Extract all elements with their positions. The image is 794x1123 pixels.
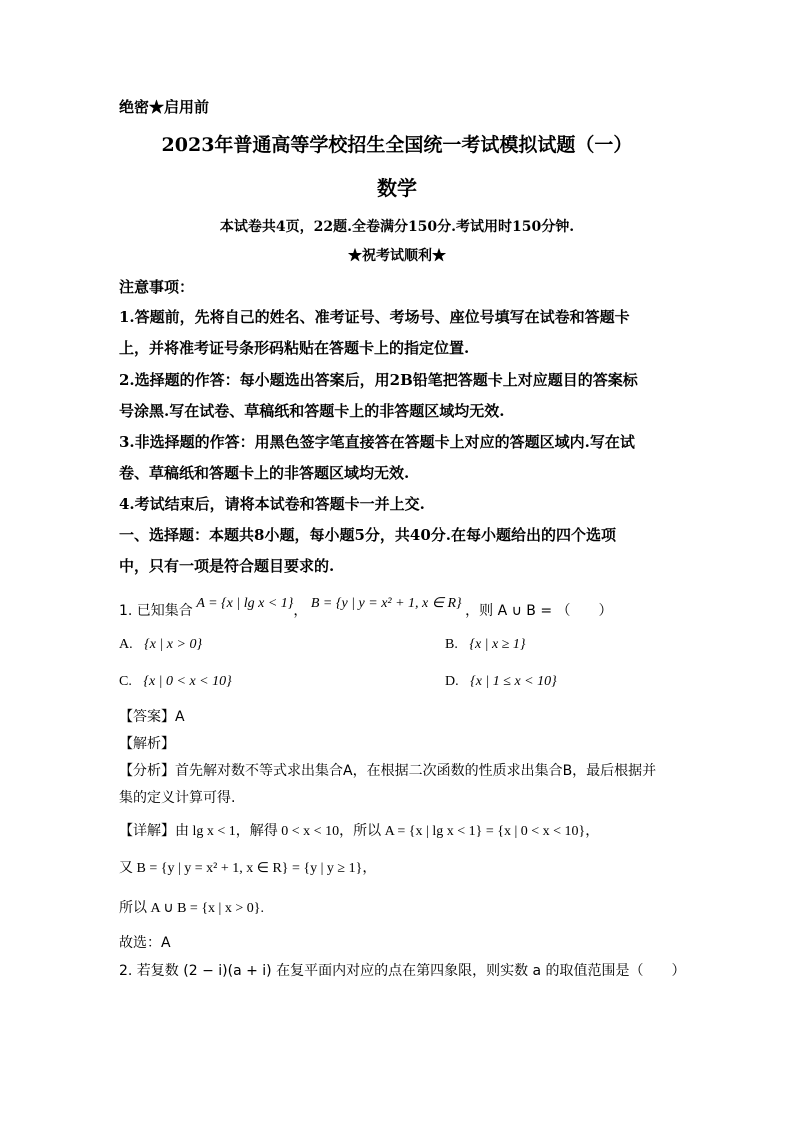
option-label: C. <box>119 674 132 689</box>
exam-wish: ★祝考试顺利★ <box>348 248 446 264</box>
q1-answer <box>119 706 185 726</box>
q1-fenxi-line2: 集的定义计算可得. <box>119 790 236 806</box>
q1-fenxi-line1 <box>119 760 656 780</box>
answer-tag: 【答案】 <box>119 709 175 725</box>
note-line: 卷、草稿纸和答题卡上的非答题区域均无效. <box>119 464 410 482</box>
question-2-stem: 2. 若复数 (2 − i)(a + i) 在复平面内对应的点在第四象限，则实数 a 的取值范围是（ ） <box>119 963 686 979</box>
q1-choose: 故选：A <box>119 935 171 951</box>
note-line: 4.考试结束后，请将本试卷和答题卡一并上交. <box>119 495 425 513</box>
option-label: B. <box>445 637 458 652</box>
xiangjie-tag: 【详解】 <box>119 823 175 839</box>
note-line: 2.选择题的作答：每小题选出答案后，用2B铅笔把答题卡上对应题目的答案标 <box>119 371 638 389</box>
q1-option-c <box>119 674 232 690</box>
note-line: 1.答题前，先将自己的姓名、准考证号、考场号、座位号填写在试卷和答题卡 <box>119 308 630 326</box>
answer-value: A <box>175 709 185 725</box>
note-line: 上，并将准考证号条形码粘贴在答题卡上的指定位置. <box>119 339 470 357</box>
q1-detail-line1 <box>119 820 599 840</box>
option-value: {x | x ≥ 1} <box>469 637 526 652</box>
q1-suffix: ，则 A ∪ B = （ ） <box>465 603 613 619</box>
note-line: 3.非选择题的作答：用黑色签字笔直接答在答题卡上对应的答题区域内.写在试 <box>119 433 635 451</box>
q1-prefix: 1. 已知集合 <box>119 603 193 619</box>
option-value: {x | 1 ≤ x < 10} <box>470 674 557 689</box>
subject-title: 数学 <box>377 176 417 200</box>
option-label: D. <box>445 674 459 689</box>
exam-intro: 本试卷共4页，22题.全卷满分150分.考试用时150分钟. <box>219 219 575 235</box>
fenxi-tag: 【分析】 <box>119 763 175 779</box>
section-heading: 一、选择题：本题共8小题，每小题5分，共40分.在每小题给出的四个选项 <box>119 526 616 544</box>
section-heading-cont: 中，只有一项是符合题目要求的. <box>119 557 335 575</box>
question-1-stem <box>119 596 613 620</box>
q1-option-b <box>445 637 526 653</box>
detail-text: 由 lg x < 1，解得 0 < x < 10，所以 A = {x | lg x < 1} = {x | 0 < x < 10}， <box>175 824 600 839</box>
q1-set-a: A = {x | lg x < 1} <box>196 596 294 611</box>
option-label: A. <box>119 637 133 652</box>
q1-analysis-tag: 【解析】 <box>119 736 175 752</box>
fenxi-text: 首先解对数不等式求出集合A，在根据二次函数的性质求出集合B，最后根据并 <box>175 763 657 779</box>
q1-detail-line3: 所以 A ∪ B = {x | x > 0}. <box>119 901 264 916</box>
notes-heading: 注意事项： <box>119 278 195 296</box>
q1-comma: ， <box>293 604 308 619</box>
option-value: {x | 0 < x < 10} <box>143 674 232 689</box>
option-value: {x | x > 0} <box>144 637 203 652</box>
note-line: 号涂黑.写在试卷、草稿纸和答题卡上的非答题区域均无效. <box>119 402 505 420</box>
q1-set-b: B = {y | y = x² + 1, x ∈ R} <box>310 596 462 611</box>
exam-title: 2023年普通高等学校招生全国统一考试模拟试题（一） <box>161 134 633 156</box>
q1-option-a <box>119 637 202 653</box>
q1-option-d <box>445 674 557 690</box>
q1-detail-line2: 又 B = {y | y = x² + 1, x ∈ R} = {y | y ≥ 1}， <box>119 861 377 876</box>
secret-label: 绝密★启用前 <box>119 98 210 116</box>
